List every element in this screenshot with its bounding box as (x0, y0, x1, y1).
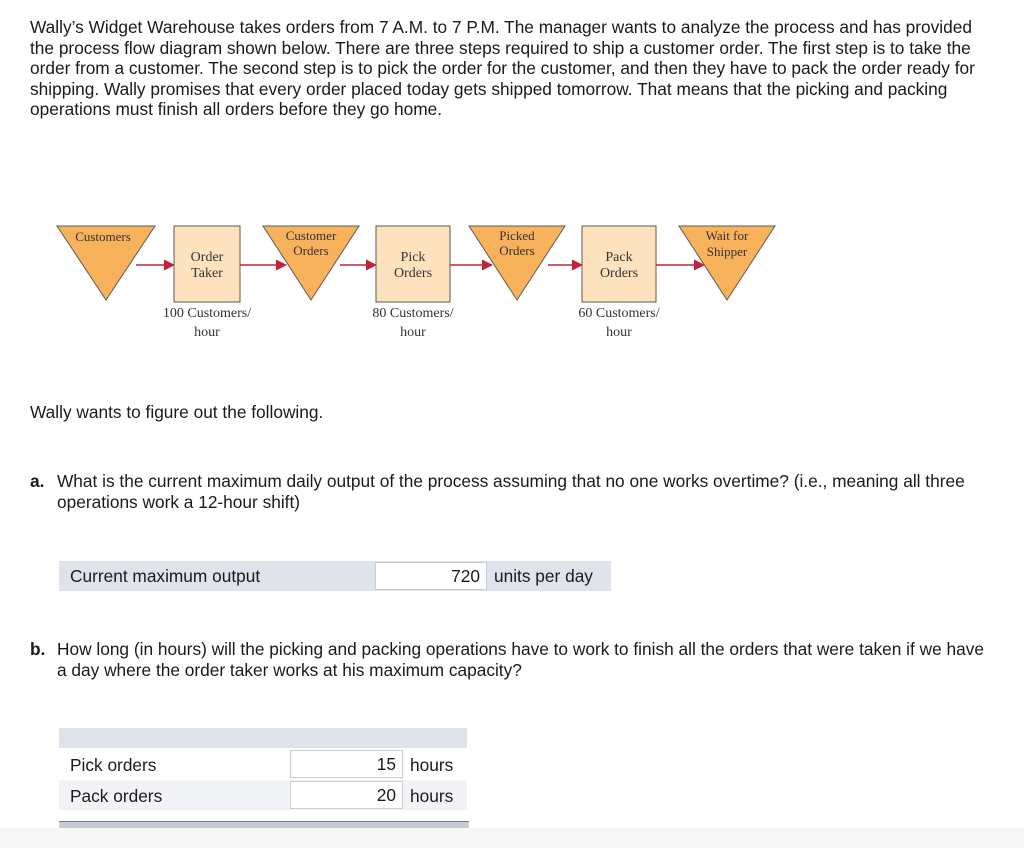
answer-a-label: Current maximum output (70, 566, 261, 586)
inventory-label-wait-for-shipper-2: Shipper (706, 244, 748, 259)
inventory-label-customer-orders-1: Customer (285, 228, 337, 243)
answer-b-pick-input[interactable]: 15 (290, 750, 403, 778)
answer-a-input[interactable]: 720 (375, 562, 487, 590)
answer-b-pack-unit: hours (410, 786, 454, 806)
page-bottom-edge (0, 828, 1024, 848)
inventory-label-customers: Customers (75, 229, 131, 244)
question-b-text: How long (in hours) will the picking and packing operations have to work to finish all the orders that were taken if we have a day where the order taker works at his maximum capacity? (57, 639, 984, 680)
answer-b-table-header (59, 728, 467, 748)
wants-sentence: Wally wants to figure out the following. (30, 402, 324, 422)
problem-intro: Wally’s Widget Warehouse takes orders from 7 A.M. to 7 P.M. The manager wants to analyze the process and has provided the process flow diagram shown below. There are three steps required to ship a customer order. The first step is to take the order from a customer. The second step is to pick the order for the customer, and then they have to pack the order ready for shipping. Wally promises that every order placed today gets shipped tomorrow. That means that the picking and packing operations must finish all orders before they go home. (30, 17, 975, 120)
process-label-pack-orders-1: Pack (605, 250, 633, 265)
rate-pack-orders-1: 60 Customers/ (578, 306, 660, 321)
answer-b-pick-label: Pick orders (70, 755, 157, 775)
inventory-label-picked-orders-2: Orders (499, 243, 535, 258)
answer-a-unit: units per day (494, 566, 593, 586)
answer-b-pack-input[interactable]: 20 (290, 781, 403, 809)
question-a-label: a. (30, 471, 45, 491)
process-label-pick-orders-1: Pick (400, 250, 426, 265)
rate-pick-orders-1: 80 Customers/ (372, 306, 454, 321)
inventory-label-picked-orders-1: Picked (499, 228, 535, 243)
process-label-pack-orders-2: Orders (599, 266, 639, 281)
rate-pick-orders-2: hour (400, 325, 426, 340)
process-label-order-taker-2: Taker (191, 266, 223, 281)
process-label-pick-orders-2: Orders (393, 266, 433, 281)
question-b-label: b. (30, 639, 46, 659)
inventory-label-customer-orders-2: Orders (293, 243, 329, 258)
answer-b-pick-unit: hours (410, 755, 454, 775)
rate-order-taker-2: hour (194, 325, 220, 340)
question-a (30, 471, 990, 512)
rate-order-taker-1: 100 Customers/ (162, 306, 252, 321)
question-a-text: What is the current maximum daily output of the process assuming that no one works overtime? (i.e., meaning all three operations work a 12-hour shift) (57, 471, 965, 512)
answer-b-pack-label: Pack orders (70, 786, 163, 806)
inventory-label-wait-for-shipper-1: Wait for (705, 228, 749, 243)
process-label-order-taker-1: Order (190, 250, 224, 265)
rate-pack-orders-2: hour (606, 325, 632, 340)
process-flow-diagram (0, 0, 1024, 360)
question-b (30, 639, 990, 680)
